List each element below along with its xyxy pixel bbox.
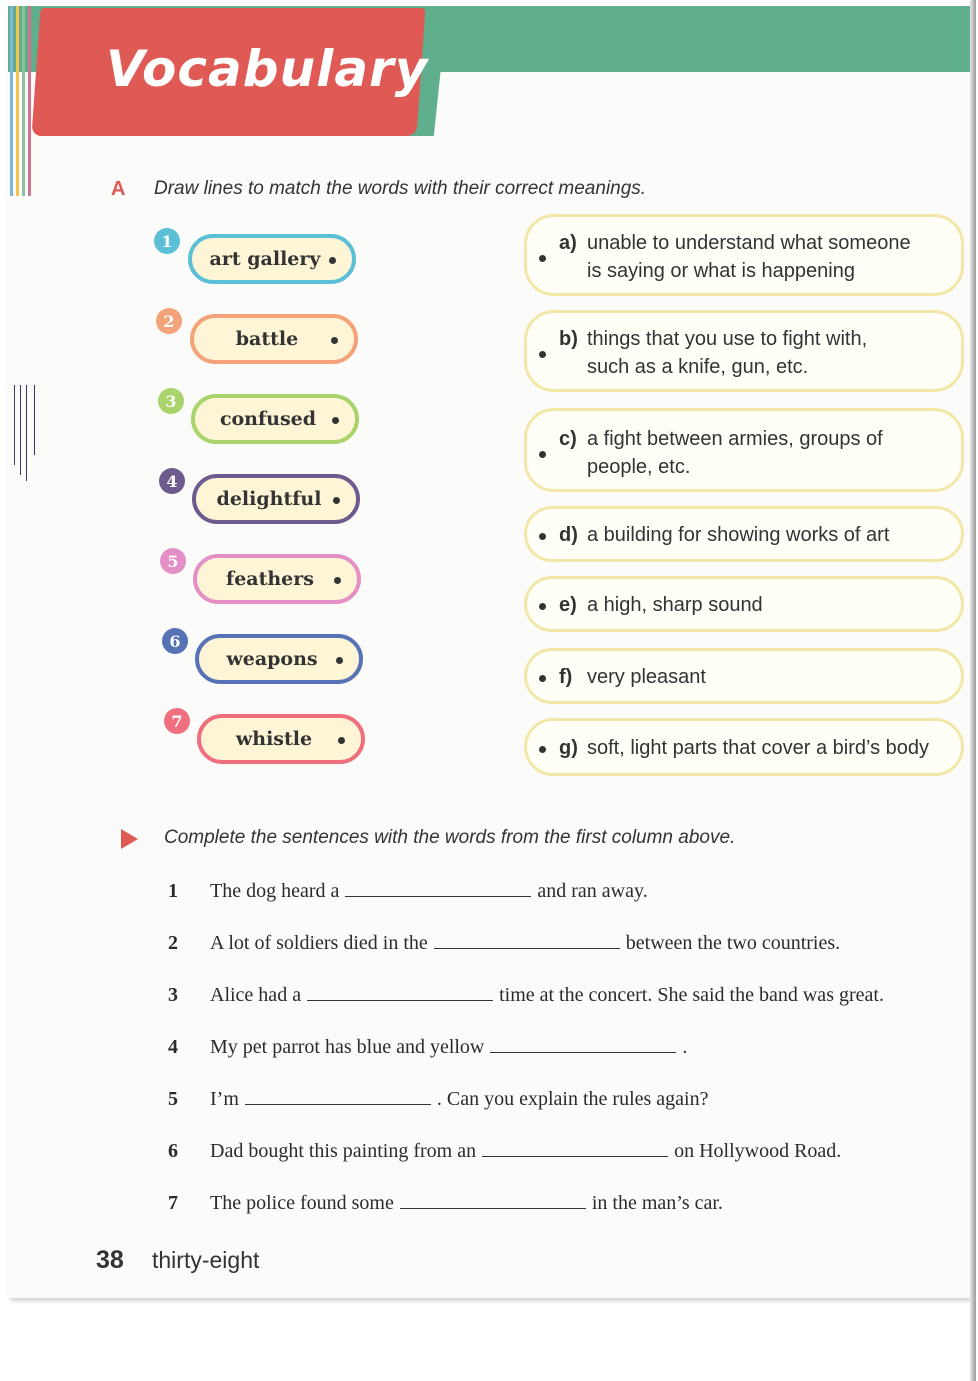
meaning-box-d[interactable] — [524, 506, 964, 562]
sentence-before: The dog heard a — [210, 880, 340, 902]
sentence-after: on Hollywood Road. — [674, 1140, 842, 1162]
match-dot[interactable] — [539, 603, 546, 610]
sentence-number: 4 — [168, 1036, 178, 1058]
match-dot[interactable] — [338, 737, 345, 744]
sentence-after: and ran away. — [537, 880, 648, 902]
answer-blank[interactable] — [434, 934, 620, 949]
meaning-box-f[interactable] — [524, 648, 964, 704]
word-number-badge: 7 — [164, 708, 190, 734]
meaning-box-c[interactable] — [524, 408, 964, 492]
sentence-after: . Can you explain the rules again? — [436, 1088, 709, 1110]
sentence-row — [168, 1192, 723, 1215]
section-b-instruction: Complete the sentences with the words from the first column above. — [164, 827, 736, 848]
word-number-badge: 3 — [158, 388, 184, 414]
sentence-before: The police found some — [210, 1192, 394, 1214]
sentence-row — [168, 880, 648, 903]
meaning-text-line1: things that you use to fight with, — [587, 328, 868, 350]
binding-stripes — [8, 6, 38, 196]
answer-blank[interactable] — [400, 1194, 586, 1209]
meaning-text-line1: a fight between armies, groups of — [587, 428, 883, 450]
answer-blank[interactable] — [245, 1090, 431, 1105]
match-dot[interactable] — [334, 577, 341, 584]
match-dot[interactable] — [539, 255, 546, 262]
word-pill-art-gallery[interactable] — [188, 234, 356, 284]
sentence-number: 7 — [168, 1192, 178, 1214]
section-a-instruction: Draw lines to match the words with their correct meanings. — [154, 178, 647, 199]
meaning-text-line1: a high, sharp sound — [587, 594, 763, 616]
meaning-box-e[interactable] — [524, 576, 964, 632]
workbook-page — [8, 6, 970, 1298]
meaning-label: d) — [559, 524, 578, 546]
sentence-row — [168, 932, 840, 955]
meaning-label: f) — [559, 666, 573, 688]
page-title: Vocabulary — [106, 40, 429, 98]
meaning-text-line2: such as a knife, gun, etc. — [587, 356, 809, 378]
sentence-row — [168, 1140, 841, 1163]
sentence-before: Alice had a — [210, 984, 302, 1006]
word-pill-whistle[interactable] — [197, 714, 365, 764]
word-number-badge: 4 — [159, 468, 185, 494]
match-dot[interactable] — [539, 533, 546, 540]
sentence-before: Dad bought this painting from an — [210, 1140, 477, 1162]
match-dot[interactable] — [332, 417, 339, 424]
match-dot[interactable] — [539, 351, 546, 358]
meaning-box-g[interactable] — [524, 718, 964, 776]
word-number-badge: 6 — [162, 628, 188, 654]
word-text: feathers — [226, 568, 314, 590]
match-dot[interactable] — [333, 497, 340, 504]
meaning-label: c) — [559, 428, 577, 450]
meaning-text-line2: people, etc. — [587, 456, 691, 478]
word-number-badge: 5 — [160, 548, 186, 574]
sentence-number: 3 — [168, 984, 178, 1006]
meaning-box-a[interactable] — [524, 214, 964, 296]
word-text: battle — [235, 328, 299, 350]
word-text: weapons — [226, 648, 318, 670]
meaning-text-line1: very pleasant — [587, 666, 706, 688]
meaning-text-line1: soft, light parts that cover a bird’s body — [587, 737, 930, 759]
word-text: confused — [219, 408, 317, 430]
page-edge-shadow — [970, 0, 976, 1381]
meaning-label: a) — [559, 232, 577, 254]
sentence-after: in the man’s car. — [591, 1192, 723, 1214]
sentence-row — [168, 984, 884, 1007]
sentence-number: 1 — [168, 880, 178, 902]
sentence-number: 6 — [168, 1140, 178, 1162]
answer-blank[interactable] — [345, 882, 531, 897]
match-dot[interactable] — [539, 451, 546, 458]
page-number-words: thirty-eight — [152, 1247, 260, 1273]
sentence-row — [168, 1036, 687, 1059]
match-dot[interactable] — [539, 675, 546, 682]
meaning-text-line1: a building for showing works of art — [587, 524, 890, 546]
match-dot[interactable] — [336, 657, 343, 664]
answer-blank[interactable] — [490, 1038, 676, 1053]
sentence-row — [168, 1088, 708, 1111]
match-dot[interactable] — [539, 746, 546, 753]
binding-marks — [12, 385, 42, 485]
word-text: whistle — [235, 728, 313, 750]
word-text: art gallery — [209, 248, 321, 270]
sentence-before: I’m — [210, 1088, 239, 1110]
meaning-label: g) — [559, 737, 578, 759]
meaning-box-b[interactable] — [524, 310, 964, 392]
word-pill-battle[interactable] — [190, 314, 358, 364]
sentence-number: 5 — [168, 1088, 178, 1110]
meaning-text-line2: is saying or what is happening — [587, 260, 855, 282]
sentence-after: time at the concert. She said the band was great. — [499, 984, 884, 1006]
word-number-badge: 1 — [154, 228, 180, 254]
sentence-before: My pet parrot has blue and yellow — [210, 1036, 485, 1058]
answer-blank[interactable] — [482, 1142, 668, 1157]
sentence-after: between the two countries. — [625, 932, 841, 954]
word-pill-feathers[interactable] — [193, 554, 361, 604]
sentence-number: 2 — [168, 932, 178, 954]
meaning-label: e) — [559, 594, 577, 616]
match-dot[interactable] — [331, 337, 338, 344]
meaning-text-line1: unable to understand what someone — [587, 232, 911, 254]
sentence-before: A lot of soldiers died in the — [210, 932, 428, 954]
word-pill-confused[interactable] — [191, 394, 359, 444]
word-text: delightful — [216, 488, 322, 510]
word-pill-delightful[interactable] — [192, 474, 360, 524]
word-pill-weapons[interactable] — [195, 634, 363, 684]
answer-blank[interactable] — [307, 986, 493, 1001]
meaning-label: b) — [559, 328, 578, 350]
play-arrow-icon — [121, 829, 138, 849]
page-number: 38 — [96, 1246, 124, 1274]
match-dot[interactable] — [329, 257, 336, 264]
word-number-badge: 2 — [156, 308, 182, 334]
sentence-after: . — [682, 1036, 688, 1058]
section-a-letter: A — [111, 178, 126, 200]
